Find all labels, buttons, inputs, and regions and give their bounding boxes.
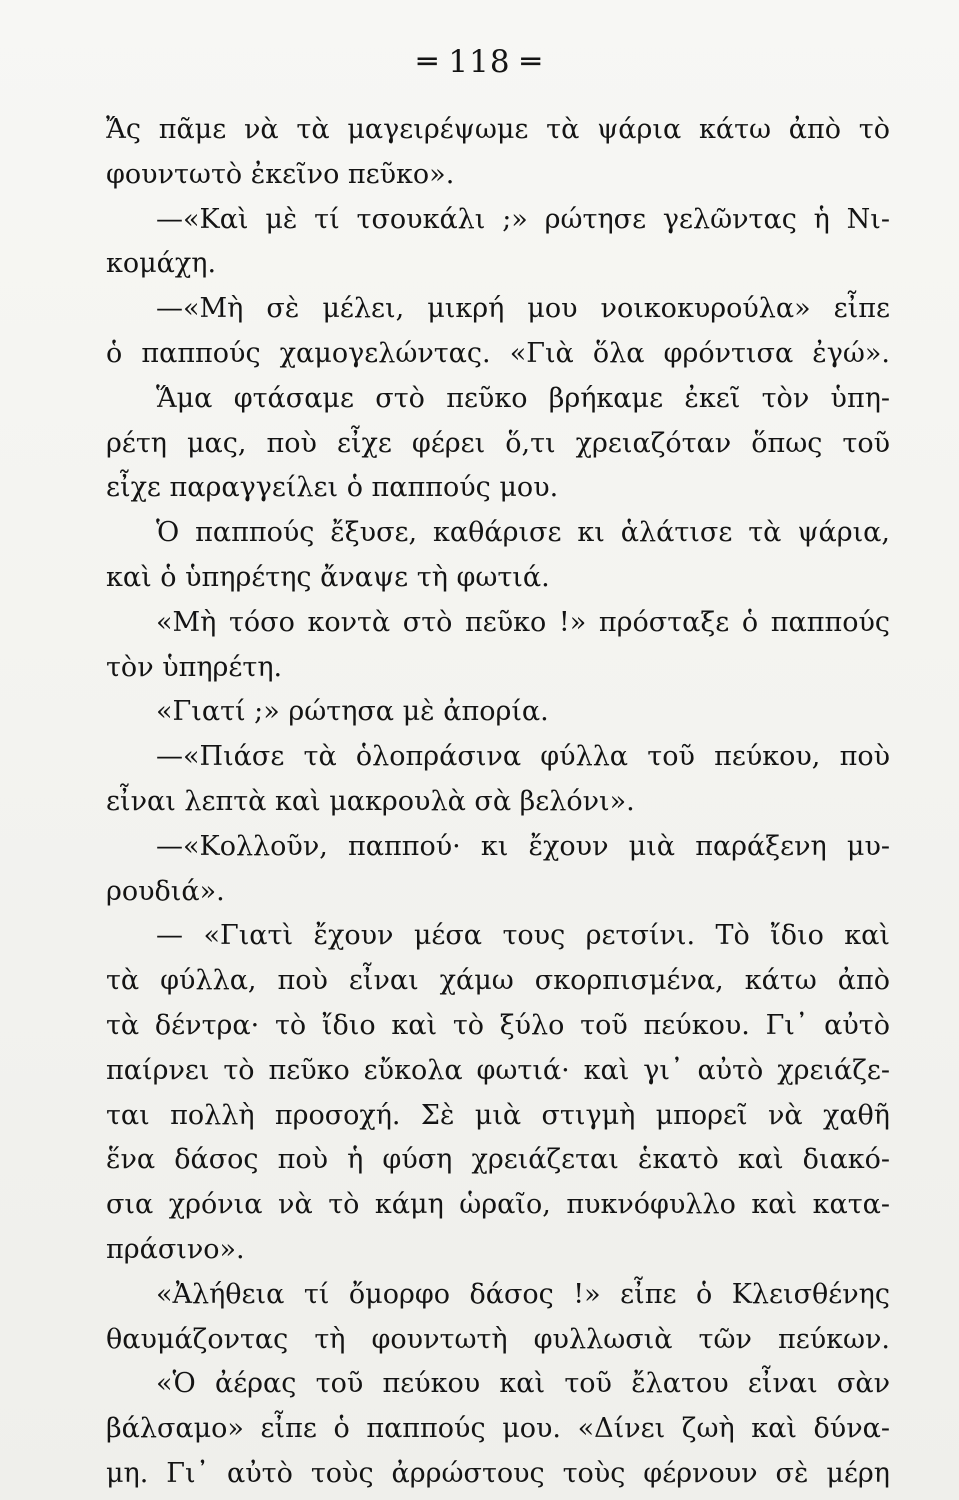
text-line: Ὁ παππούς ἔξυσε, καθάρισε κι ἁλάτισε τὰ ψάρια, <box>156 517 890 549</box>
text-line: κομάχη. <box>106 248 217 280</box>
text-line: μη. Γι᾿ αὐτὸ τοὺς ἀρρώστους τοὺς φέρνουν σὲ μέρη <box>106 1457 890 1489</box>
text-line: «Ὁ ἀέρας τοῦ πεύκου καὶ τοῦ ἔλατου εἶναι σὰν <box>156 1368 890 1400</box>
text-line: Ἄς πᾶμε νὰ τὰ μαγειρέψωμε τὰ ψάρια κάτω ἀπὸ τὸ <box>106 114 890 145</box>
text-line: —«Κολλοῦν, παππού· κι ἔχουν μιὰ παράξενη μυ- <box>156 830 890 862</box>
body-text <box>106 108 890 1497</box>
text-line: πράσινο». <box>106 1233 245 1265</box>
text-line: Ἅμα φτάσαμε στὸ πεῦκο βρήκαμε ἐκεῖ τὸν ὑπη- <box>156 382 890 414</box>
text-line: —«Καὶ μὲ τί τσουκάλι ;» ρώτησε γελῶντας ἡ Νι- <box>156 203 890 235</box>
text-line: ρουδιά». <box>106 875 225 907</box>
text-line: —«Πιάσε τὰ ὁλοπράσινα φύλλα τοῦ πεύκου, ποὺ <box>156 741 890 773</box>
text-line: «Ἀλήθεια τί ὄμορφο δάσος !» εἶπε ὁ Κλεισθένης <box>156 1278 890 1310</box>
text-line: παίρνει τὸ πεῦκο εὔκολα φωτιά· καὶ γι᾿ αὐτὸ χρειάζε- <box>106 1054 890 1086</box>
text-line: ὁ παππούς χαμογελώντας. «Γιὰ ὅλα φρόντισα ἐγώ». <box>106 337 890 369</box>
text-line: «Μὴ τόσο κοντὰ στὸ πεῦκο !» πρόσταξε ὁ παππούς <box>156 606 890 638</box>
text-line: σια χρόνια νὰ τὸ κάμη ὡραῖο, πυκνόφυλλο καὶ κατα- <box>106 1189 890 1221</box>
text-line: τὰ φύλλα, ποὺ εἶναι χάμω σκορπισμένα, κάτω ἀπὸ <box>106 965 890 997</box>
text-line: ρέτη μας, ποὺ εἶχε φέρει ὅ,τι χρειαζόταν ὅπως τοῦ <box>106 427 890 459</box>
text-line: — «Γιατὶ ἔχουν μέσα τους ρετσίνι. Τὸ ἴδιο καὶ <box>156 920 890 952</box>
text-line: καὶ ὁ ὑπηρέτης ἄναψε τὴ φωτιά. <box>106 561 550 593</box>
text-line: τὸν ὑπηρέτη. <box>106 651 283 683</box>
text-line: ται πολλὴ προσοχή. Σὲ μιὰ στιγμὴ μπορεῖ νὰ χαθῆ <box>106 1099 890 1131</box>
text-line: τὰ δέντρα· τὸ ἴδιο καὶ τὸ ξύλο τοῦ πεύκου. Γι᾿ αὐτὸ <box>106 1009 890 1041</box>
text-line: ἕνα δάσος ποὺ ἡ φύση χρειάζεται ἑκατὸ καὶ διακό- <box>106 1144 890 1176</box>
text-line: βάλσαμο» εἶπε ὁ παππούς μου. «Δίνει ζωὴ καὶ δύνα- <box>106 1413 890 1445</box>
page-number: ═ 118 ═ <box>417 44 542 80</box>
text-line: εἶχε παραγγείλει ὁ παππούς μου. <box>106 472 559 504</box>
text-line: εἶναι λεπτὰ καὶ μακρουλὰ σὰ βελόνι». <box>106 785 635 817</box>
text-line: φουντωτὸ ἐκεῖνο πεῦκο». <box>106 158 455 190</box>
text-line: —«Μὴ σὲ μέλει, μικρή μου νοικοκυρούλα» εἶπε <box>156 293 890 325</box>
text-line: θαυμάζοντας τὴ φουντωτὴ φυλλωσιὰ τῶν πεύκων. <box>106 1323 890 1355</box>
text-line: «Γιατί ;» ρώτησα μὲ ἀπορία. <box>156 696 549 728</box>
